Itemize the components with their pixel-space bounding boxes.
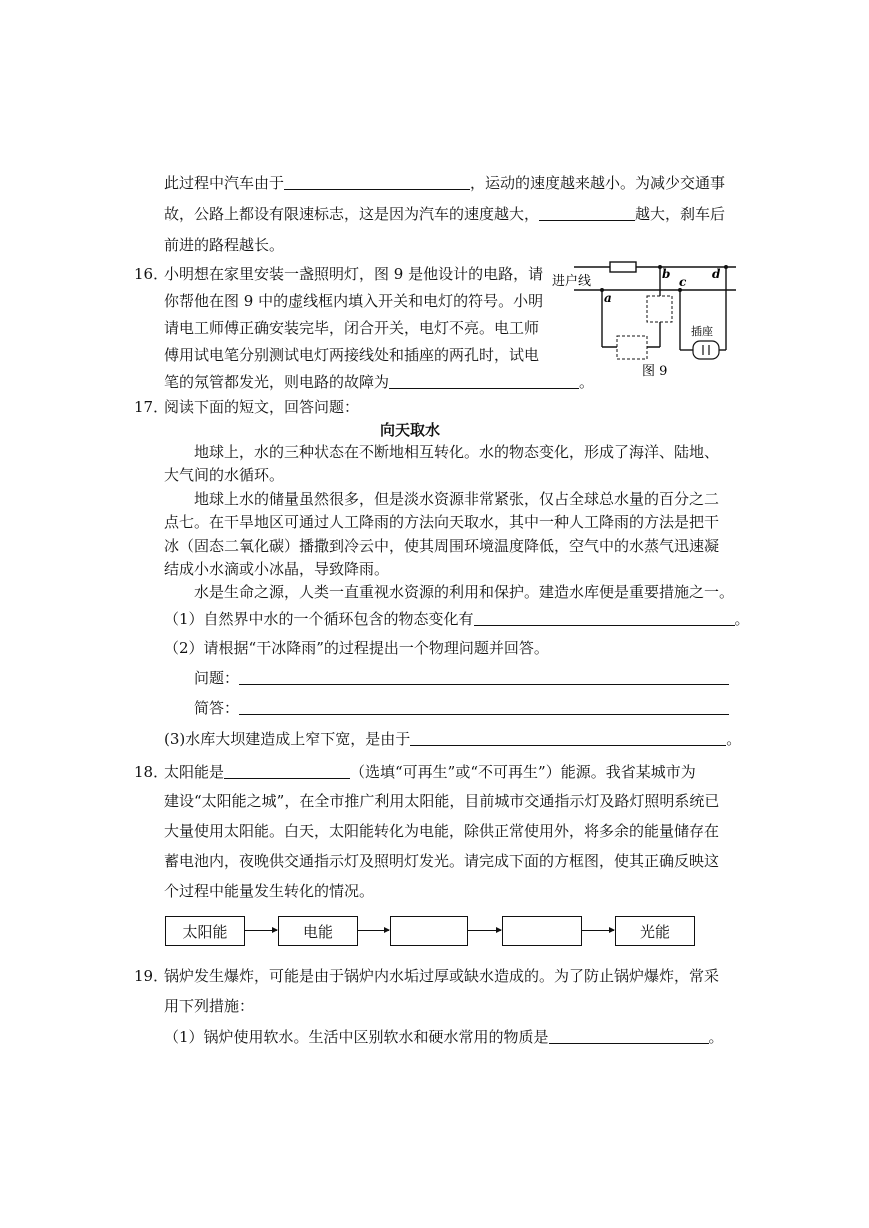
point-b-label: b: [662, 267, 671, 281]
socket-label: 插座: [691, 325, 713, 338]
arrow-3: [467, 930, 501, 931]
arrow-1: [244, 930, 277, 931]
q16-number: 16．: [134, 265, 169, 283]
q16-line-4: 傅用试电笔分别测试电灯两接线处和插座的两孔时，试电: [164, 346, 540, 364]
energy-box-light: 光能: [615, 916, 695, 946]
article-p2-d: 结成小水滴或小冰晶，导致降雨。: [164, 560, 390, 578]
q18-line-2: 建设“太阳能之城”，在全市推广利用太阳能，目前城市交通指示灯及路灯照明系统已: [164, 792, 720, 810]
q16-line-3: 请电工师傅正确安装完毕，闭合开关，电灯不亮。电工师: [164, 319, 540, 337]
blank-question[interactable]: [239, 670, 729, 685]
q17-sub-2: （2）请根据“干冰降雨”的过程提出一个物理问题并回答。: [164, 639, 549, 657]
article-p2-c: 冰（固态二氧化碳）播撒到冷云中，使其周围环境温度降低，空气中的水蒸气迅速凝: [164, 537, 720, 555]
q16-line-5: 笔的氖管都发光，则电路的故障为 。: [164, 373, 595, 391]
point-a-label: a: [604, 291, 612, 305]
article-title: 向天取水: [380, 421, 441, 439]
blank-soft-hard-water[interactable]: [549, 1029, 709, 1044]
cont-line-1: 此过程中汽车由于 ，运动的速度越来越小。为减少交通事: [164, 174, 726, 192]
blank-inertia[interactable]: [284, 175, 470, 190]
cont-line-3: 前进的路程越长。: [164, 236, 285, 254]
circuit-figure-9: [548, 255, 748, 385]
q17-sub-3: (3)水库大坝建造成上窄下宽，是由于 。: [164, 730, 742, 748]
q19-sub-1: （1）锅炉使用软水。生活中区别软水和硬水常用的物质是 。: [164, 1028, 724, 1046]
point-c-label: c: [679, 275, 687, 289]
article-p2-a: 地球上水的储量虽然很多，但是淡水资源非常紧张，仅占全球总水量的百分之二: [194, 490, 720, 508]
q17-answer-line: 简答：: [194, 698, 729, 718]
socket-symbol: [693, 341, 719, 359]
q18-line-1: 太阳能是 （选填“可再生”或“不可再生”）能源。我省某城市为: [164, 763, 696, 781]
point-d-label: d: [712, 267, 721, 281]
fuse-symbol: [610, 262, 636, 272]
q17-question-line: 问题：: [194, 668, 729, 688]
cont-line-2: 故，公路上都设有限速标志，这是因为汽车的速度越大， 越大，刹车后: [164, 205, 726, 223]
energy-box-electric: 电能: [278, 916, 358, 946]
blank-dam-reason[interactable]: [410, 731, 726, 746]
arrow-4: [581, 930, 614, 931]
article-p3: 水是生命之源，人类一直重视水资源的利用和保护。建造水库便是重要措施之一。: [194, 583, 735, 601]
energy-box-blank-1[interactable]: [390, 916, 468, 946]
article-p1-b: 大气间的水循环。: [164, 466, 285, 484]
article-p1-a: 地球上，水的三种状态在不断地相互转化。水的物态变化，形成了海洋、陆地、: [194, 443, 720, 461]
energy-box-blank-2[interactable]: [502, 916, 582, 946]
junction-d: [724, 265, 728, 269]
q17-intro: 阅读下面的短文，回答问题：: [164, 398, 360, 416]
q18-line-4: 蓄电池内，夜晚供交通指示灯及照明灯发光。请完成下面的方框图，使其正确反映这: [164, 852, 720, 870]
dashed-box-lower[interactable]: [617, 336, 647, 359]
q19-line-1: 锅炉发生爆炸，可能是由于锅炉内水垢过厚或缺水造成的。为了防止锅炉爆炸，常采: [164, 967, 720, 985]
blank-renewable[interactable]: [224, 764, 350, 779]
q19-line-2: 用下列措施：: [164, 997, 255, 1015]
q18-line-3: 大量使用太阳能。白天，太阳能转化为电能，除供正常使用外，将多余的能量储存在: [164, 822, 720, 840]
q18-number: 18．: [134, 763, 169, 781]
figure-caption: 图 9: [642, 364, 668, 379]
arrow-2: [357, 930, 389, 931]
q16-line-1: 小明想在家里安装一盏照明灯，图 9 是他设计的电路，请: [164, 265, 544, 283]
dashed-box-upper[interactable]: [647, 296, 672, 322]
blank-answer[interactable]: [239, 700, 729, 715]
q17-sub-1: （1）自然界中水的一个循环包含的物态变化有 。: [164, 610, 750, 628]
q18-line-5: 个过程中能量发生转化的情况。: [164, 882, 375, 900]
blank-state-changes[interactable]: [474, 611, 735, 626]
blank-kinetic[interactable]: [539, 206, 635, 221]
energy-box-solar: 太阳能: [165, 916, 245, 946]
q17-number: 17．: [134, 398, 169, 416]
article-p2-b: 点七。在干旱地区可通过人工降雨的方法向天取水，其中一种人工降雨的方法是把干: [164, 513, 720, 531]
q16-line-2: 你帮他在图 9 中的虚线框内填入开关和电灯的符号。小明: [164, 292, 544, 310]
q19-number: 19．: [134, 967, 169, 985]
incoming-line-label: 进户线: [552, 274, 592, 289]
